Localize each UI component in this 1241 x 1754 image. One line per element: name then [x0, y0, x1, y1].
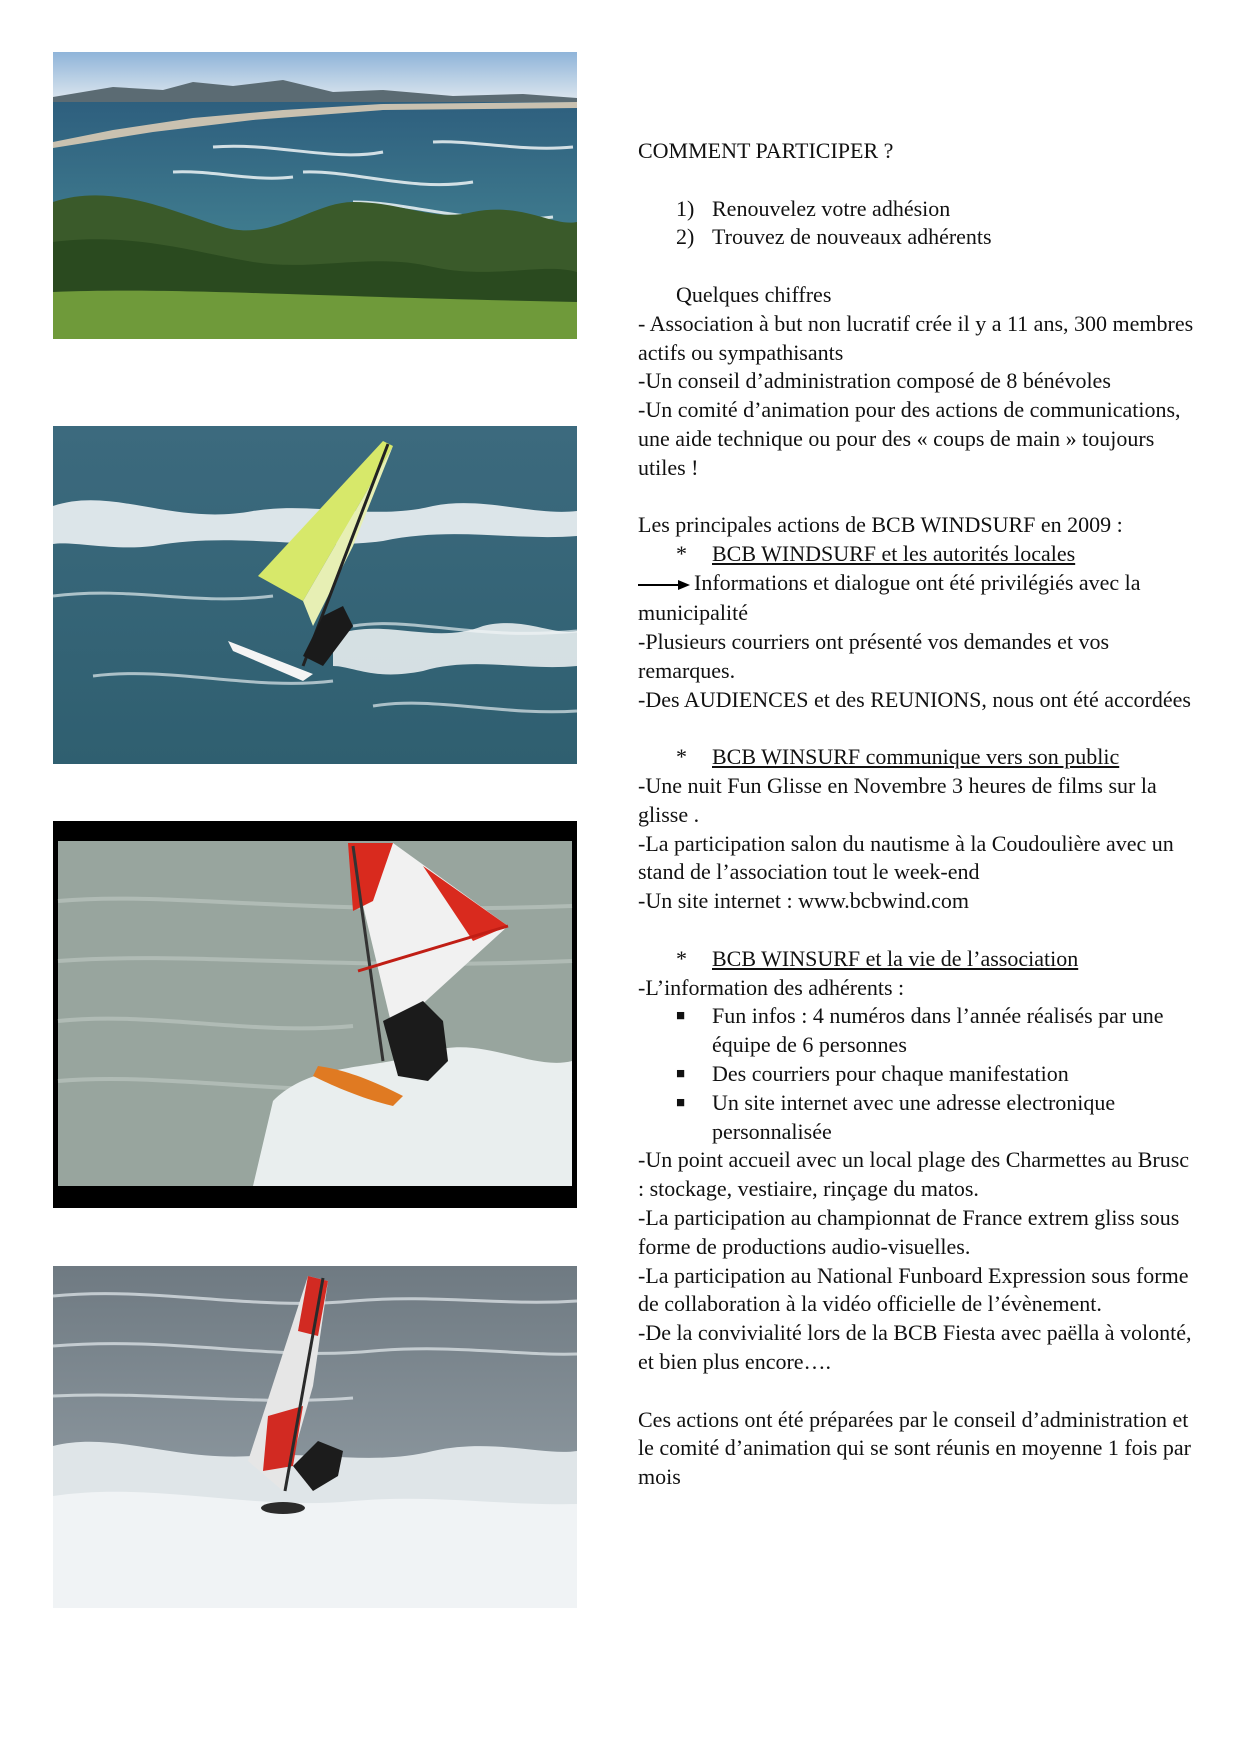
list-item: ■ Fun infos : 4 numéros dans l’année réalisés par une équipe de 6 personnes: [638, 1002, 1198, 1060]
section-2-line-3: -Un site internet : www.bcbwind.com: [638, 888, 969, 914]
step-1: 1) Renouvelez votre adhésion: [676, 195, 951, 221]
list-item: ■ Un site internet avec une adresse electronique personnalisée: [638, 1089, 1198, 1147]
arrow-right-icon: [638, 571, 694, 600]
section-2-line-2: -La participation salon du nautisme à la Coudoulière avec un stand de l’association tout le week-end: [638, 830, 1174, 885]
figure-line-2: -Un conseil d’administration composé de 8 bénévoles: [638, 368, 1111, 394]
windsurfer-red-sail-photo: [53, 821, 577, 1208]
text-column: [638, 137, 1198, 1492]
list-item: ■ Des courriers pour chaque manifestation: [638, 1060, 1198, 1089]
step-2: 2) Trouvez de nouveaux adhérents: [676, 224, 992, 250]
page-heading: COMMENT PARTICIPER ?: [638, 138, 894, 163]
section-3-intro: -L’information des adhérents :: [638, 974, 905, 1000]
coastline-photo: [53, 52, 577, 339]
section-3-line-4: -De la convivialité lors de la BCB Fiesta avec paëlla à volonté, et bien plus encore….: [638, 1320, 1192, 1375]
figure-line-3: -Un comité d’animation pour des actions de communications, une aide technique ou pour des « coups de main » toujours utiles !: [638, 397, 1181, 480]
windsurfer-wave-photo: [53, 1266, 577, 1608]
section-2-heading: * BCB WINSURF communique vers son public: [676, 744, 1120, 770]
section-3-line-1: -Un point accueil avec un local plage des Charmettes au Brusc : stockage, vestiaire, rinçage du matos.: [638, 1147, 1190, 1202]
square-bullet-icon: ■: [676, 1066, 686, 1083]
section-1-line-2: -Des AUDIENCES et des REUNIONS, nous ont été accordées: [638, 686, 1191, 712]
windsurfer-yellow-sail-photo: [53, 426, 577, 764]
section-3-line-3: -La participation au National Funboard Expression sous forme de collaboration à la vidéo officielle de l’évènement.: [638, 1262, 1189, 1317]
figure-line-1: - Association à but non lucratif crée il y a 11 ans, 300 membres actifs ou sympathisants: [638, 310, 1194, 365]
closing-paragraph: Ces actions ont été préparées par le conseil d’administration et le comité d’animation qui se sont réunis en moyenne 1 fois par mois: [638, 1406, 1191, 1490]
section-1-heading: * BCB WINDSURF et les autorités locales: [676, 541, 1076, 567]
square-bullet-icon: ■: [676, 1008, 686, 1025]
section-3-line-2: -La participation au championnat de France extrem gliss sous forme de productions audio-visuelles.: [638, 1205, 1180, 1259]
figures-title: Quelques chiffres: [676, 281, 832, 307]
section-1-arrow-line: Informations et dialogue ont été privilégiés avec la municipalité: [638, 569, 1141, 626]
square-bullet-icon: ■: [676, 1094, 686, 1111]
section-3-heading: * BCB WINSURF et la vie de l’association: [676, 945, 1079, 971]
actions-intro: Les principales actions de BCB WINDSURF en 2009 :: [638, 512, 1123, 538]
section-2-line-1: -Une nuit Fun Glisse en Novembre 3 heures de films sur la glisse .: [638, 773, 1157, 827]
section-1-line-1: -Plusieurs courriers ont présenté vos demandes et vos remarques.: [638, 629, 1110, 683]
